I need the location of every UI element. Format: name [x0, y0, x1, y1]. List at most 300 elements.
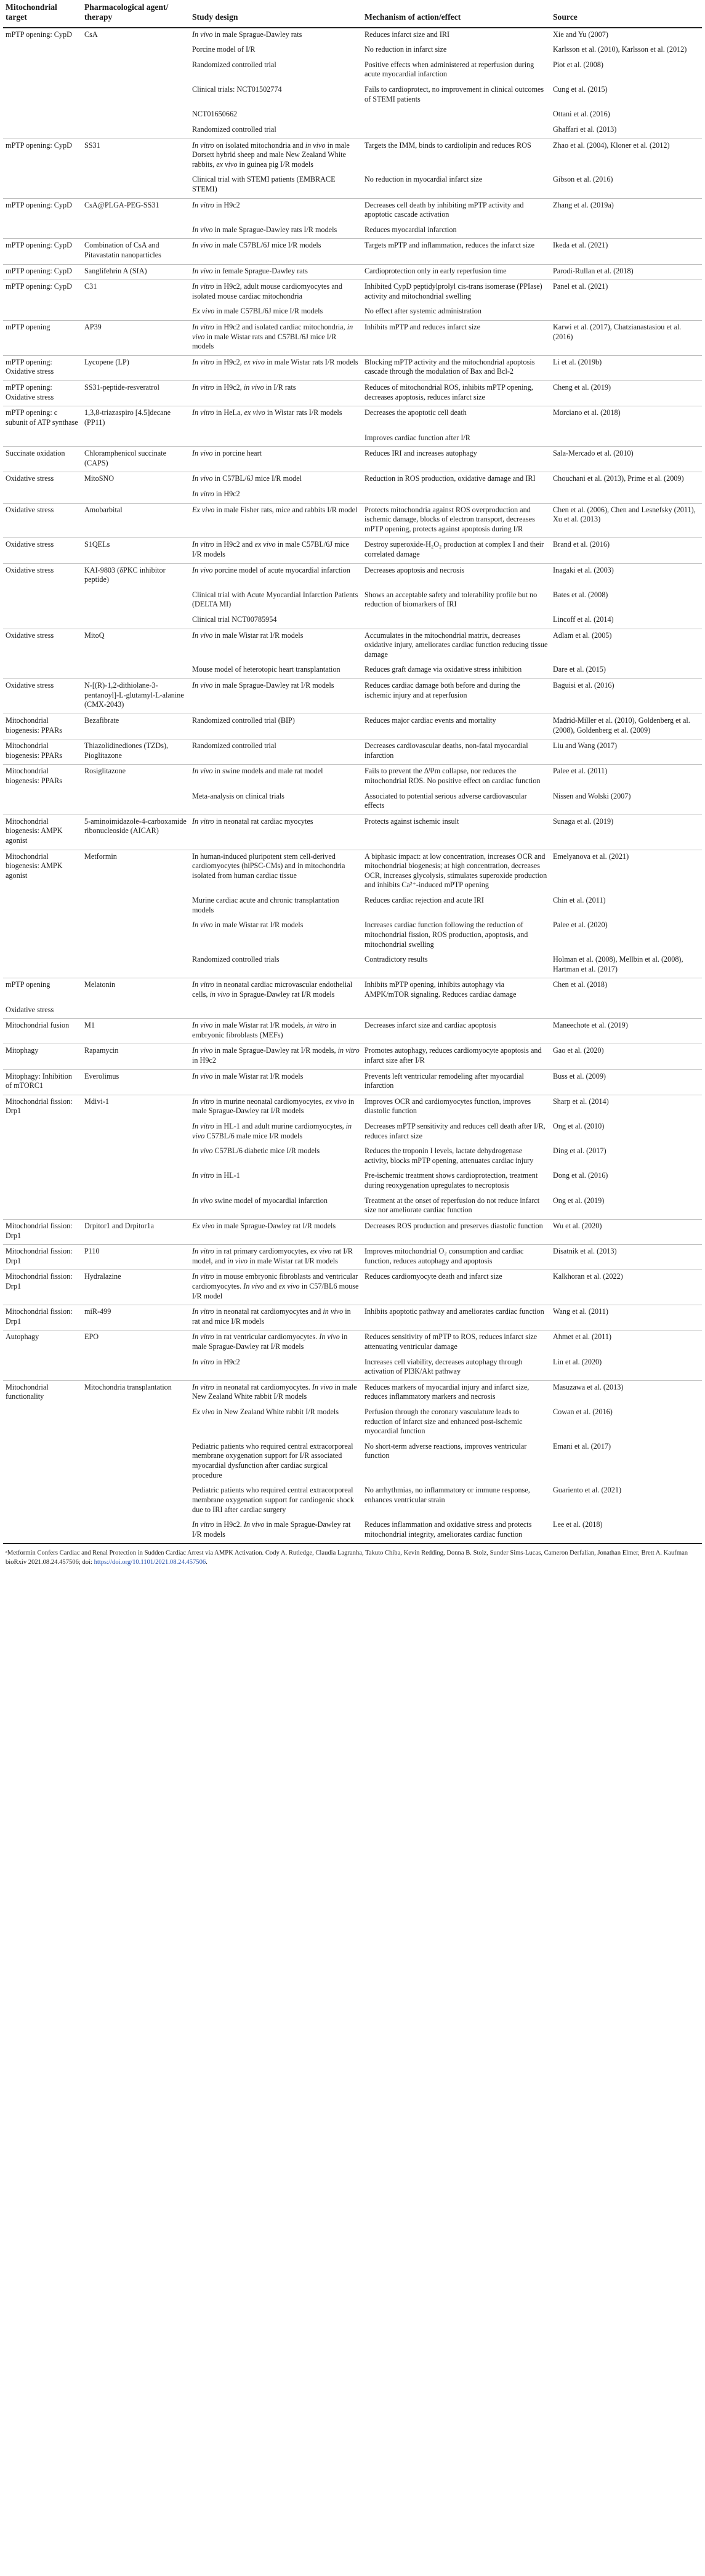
agent-cell: SS31: [82, 139, 190, 173]
table-row: [3, 28, 702, 44]
agent-cell: [82, 432, 190, 447]
target-cell: [3, 58, 82, 83]
header-design: Study design: [190, 0, 362, 28]
agent-cell: Combination of CsA and Pitavastatin nanoparticles: [82, 239, 190, 264]
agent-cell: S1QELs: [82, 538, 190, 563]
design-cell: In vitro in H9c2: [192, 1357, 240, 1366]
mechanism-cell: Fails to prevent the ΔΨm collapse, nor reduces the mitochondrial ROS. No positive effect on cardiac function: [362, 765, 550, 790]
source-cell: Maneechote et al. (2019): [550, 1019, 702, 1044]
table-row: [3, 1484, 702, 1518]
target-cell: [3, 894, 82, 919]
table-row: [3, 1019, 702, 1044]
table-row: [3, 765, 702, 790]
target-cell: [3, 790, 82, 815]
design-cell: In vitro in H9c2, adult mouse cardiomyocytes and isolated mouse cardiac mitochondria: [190, 280, 362, 305]
design-cell: Pediatric patients who required central extracorporeal membrane oxygenation support for I/R associated myocardial dysfunction after cardiac surgical procedure: [192, 1441, 353, 1479]
source-cell: Wang et al. (2011): [550, 1305, 702, 1330]
agent-cell: [82, 894, 190, 919]
target-cell: [3, 589, 82, 613]
agent-cell: [82, 58, 190, 83]
mechanism-cell: Reduces markers of myocardial injury and infarct size, reduces inflammatory markers and necrosis: [362, 1380, 550, 1406]
target-cell: [3, 108, 82, 123]
design-cell: Porcine model of I/R: [192, 45, 256, 54]
agent-cell: MitoQ: [82, 629, 190, 663]
table-row: [3, 139, 702, 173]
source-cell: Ahmet et al. (2011): [550, 1330, 702, 1356]
target-cell: mPTP opening: CypD: [6, 30, 72, 39]
target-cell: Mitochondrial biogenesis: PPARs: [3, 765, 82, 790]
table-row: [3, 239, 702, 264]
design-cell: In vitro in rat primary cardiomyocytes, ex vivo rat I/R model, and in vivo in male Wistar rat I/R models: [190, 1245, 362, 1270]
source-cell: Sharp et al. (2014): [550, 1095, 702, 1120]
design-cell: In vivo in male Wistar rat I/R models, in vitro in embryonic fibroblasts (MEFs): [190, 1019, 362, 1044]
table-row: [3, 714, 702, 739]
mechanism-cell: Reduces cardiac damage both before and during the ischemic injury and at reperfusion: [362, 679, 550, 714]
design-cell: In vivo in male Sprague-Dawley rats I/R models: [192, 225, 337, 234]
agent-cell: [82, 488, 190, 503]
target-cell: [3, 1194, 82, 1220]
mechanism-cell: Reduces major cardiac events and mortality: [362, 714, 550, 739]
design-cell: In vitro in murine neonatal cardiomyocytes, ex vivo in male Sprague-Dawley rat I/R models: [190, 1095, 362, 1120]
mechanism-cell: Perfusion through the coronary vasculature leads to reduction of infarct size and enhanced post-ischemic myocardial function: [365, 1407, 523, 1436]
design-cell: Mouse model of heterotopic heart transplantation: [192, 665, 340, 674]
source-cell: Dong et al. (2016): [553, 1171, 608, 1180]
mechanism-cell: Targets the IMM, binds to cardiolipin and reduces ROS: [362, 139, 550, 173]
design-cell: In vitro in neonatal rat cardiomyocytes and in vivo in rat and mice I/R models: [190, 1305, 362, 1330]
table-row: [3, 663, 702, 678]
table-row: [3, 1270, 702, 1305]
mechanism-cell: Contradictory results: [365, 955, 428, 964]
table-row: [3, 1440, 702, 1484]
source-cell: Karlsson et al. (2010), Karlsson et al. (2012): [553, 45, 687, 54]
mechanism-cell: [362, 123, 550, 139]
design-cell: In vitro in rat ventricular cardiomyocytes. In vivo in male Sprague-Dawley rat I/R models: [190, 1330, 362, 1356]
target-cell: [3, 663, 82, 678]
table-row: [3, 108, 702, 123]
source-cell: Brand et al. (2016): [550, 538, 702, 563]
source-cell: Palee et al. (2011): [550, 765, 702, 790]
table-row: [3, 488, 702, 503]
mechanism-cell: Inhibits mPTP and reduces infarct size: [362, 321, 550, 356]
mechanism-cell: Destroy superoxide-H₂O₂ production at complex I and their correlated damage: [362, 538, 550, 563]
source-cell: Chin et al. (2011): [553, 896, 606, 905]
table-row: [3, 432, 702, 447]
source-cell: Zhang et al. (2019a): [550, 198, 702, 223]
agent-cell: [82, 305, 190, 320]
source-cell: Ong et al. (2010): [553, 1122, 605, 1131]
table-row: [3, 850, 702, 894]
source-cell: [550, 432, 702, 447]
target-cell: Autophagy: [3, 1330, 82, 1356]
design-cell: In vitro in HL-1 and adult murine cardiomyocytes, in vivo C57BL/6 male mice I/R models: [192, 1122, 352, 1140]
target-cell: Mitochondrial biogenesis: AMPK agonist: [3, 850, 82, 894]
design-cell: NCT01650662: [192, 110, 238, 119]
source-cell: Ikeda et al. (2021): [550, 239, 702, 264]
mechanism-cell: Improves mitochondrial O₂ consumption and cardiac function, reduces autophagy and apoptosis: [362, 1245, 550, 1270]
table-row: [3, 953, 702, 978]
mechanism-cell: Decreases the apoptotic cell death: [362, 406, 550, 432]
source-cell: Panel et al. (2021): [550, 280, 702, 305]
agent-cell: [82, 223, 190, 239]
source-cell: Lincoff et al. (2014): [553, 615, 614, 624]
mechanism-cell: Increases cell viability, decreases autophagy through activation of PI3K/Akt pathway: [365, 1357, 523, 1376]
table-row: [3, 1069, 702, 1095]
source-cell: Adlam et al. (2005): [550, 629, 702, 663]
mechanism-cell: Reduces cardiac rejection and acute IRI: [365, 896, 484, 905]
design-cell: In vivo in male Wistar rat I/R models: [190, 629, 362, 663]
table-row: [3, 1305, 702, 1330]
target-cell: [3, 919, 82, 953]
source-cell: Guariento et al. (2021): [553, 1486, 622, 1495]
design-cell: In vitro in HeLa, ex vivo in Wistar rats I/R models: [190, 406, 362, 432]
agent-cell: Thiazolidinediones (TZDs), Pioglitazone: [82, 739, 190, 765]
table-row: [3, 1330, 702, 1356]
target-cell: mPTP opening: Oxidative stress: [3, 381, 82, 406]
design-cell: In vivo in male Sprague-Dawley rat I/R models: [190, 679, 362, 714]
design-cell: In vivo swine model of myocardial infarction: [192, 1196, 328, 1205]
agent-cell: CsA@PLGA-PEG-SS31: [82, 198, 190, 223]
mechanism-cell: Fails to cardioprotect, no improvement in clinical outcomes of STEMI patients: [365, 85, 544, 103]
target-cell: Mitochondrial fission: Drp1: [3, 1245, 82, 1270]
design-cell: Murine cardiac acute and chronic transplantation models: [192, 896, 339, 914]
mechanism-cell: Reduction in ROS production, oxidative damage and IRI: [362, 472, 550, 488]
agent-cell: [82, 663, 190, 678]
table-row: [3, 83, 702, 108]
agent-cell: [82, 1440, 190, 1484]
agent-cell: Drpitor1 and Drpitor1a: [82, 1219, 190, 1244]
table-row: [3, 472, 702, 488]
target-cell: mPTP opening: CypD: [3, 239, 82, 264]
design-cell: In vivo C57BL/6 diabetic mice I/R models: [192, 1146, 320, 1156]
source-cell: Emelyanova et al. (2021): [550, 850, 702, 894]
mechanism-cell: Reduces graft damage via oxidative stress inhibition: [365, 665, 522, 674]
mechanism-cell: Prevents left ventricular remodeling after myocardial infarction: [362, 1069, 550, 1095]
agent-cell: EPO: [82, 1330, 190, 1356]
design-cell: Ex vivo in male C57BL/6J mice I/R models: [192, 307, 323, 316]
source-cell: Ding et al. (2017): [553, 1146, 606, 1156]
table-row: [3, 58, 702, 83]
design-cell: Randomized controlled trial: [192, 60, 276, 69]
source-cell: Sala-Mercado et al. (2010): [550, 447, 702, 472]
agent-cell: [82, 953, 190, 978]
table-row: [3, 355, 702, 380]
target-cell: [3, 123, 82, 139]
design-cell: Randomized controlled trial: [190, 739, 362, 765]
agent-cell: Melatonin: [82, 978, 190, 1004]
design-cell: In vitro in mouse embryonic fibroblasts and ventricular cardiomyocytes. In vivo and ex vivo in C57/BL6 mouse I/R model: [190, 1270, 362, 1305]
mechanism-cell: Reduces cardiomyocyte death and infarct size: [362, 1270, 550, 1305]
target-cell: Mitochondrial functionality: [3, 1380, 82, 1406]
agent-cell: [82, 173, 190, 198]
mechanism-cell: Protects against ischemic insult: [362, 815, 550, 850]
header-source: Source: [550, 0, 702, 28]
table-row: [3, 305, 702, 320]
mechanism-cell: No short-term adverse reactions, improves ventricular function: [365, 1441, 527, 1460]
agent-cell: [82, 123, 190, 139]
table-row: [3, 223, 702, 239]
source-cell: Chen et al. (2018): [550, 978, 702, 1004]
mechanism-cell: Shows an acceptable safety and tolerability profile but no reduction of biomarkers of IRI: [365, 590, 538, 609]
mechanism-cell: Reduces myocardial infarction: [365, 225, 457, 234]
target-cell: mPTP opening: c subunit of ATP synthase: [3, 406, 82, 432]
source-cell: Karwi et al. (2017), Chatzianastasiou et al. (2016): [550, 321, 702, 356]
target-cell: Oxidative stress: [3, 563, 82, 589]
target-cell: [3, 173, 82, 198]
mechanism-cell: Decreases ROS production and preserves diastolic function: [362, 1219, 550, 1244]
table-header-row: [3, 0, 702, 28]
mechanism-cell: A biphasic impact: at low concentration, increases OCR and mitochondrial biogenesis; at high concentration, decreases OCR, increases glycolysis, stimulates superoxide production and inhibits Ca²⁺-induced mPTP opening: [362, 850, 550, 894]
source-cell: Bates et al. (2008): [553, 590, 608, 599]
table-row: [3, 978, 702, 1004]
table-row: [3, 790, 702, 815]
target-cell: mPTP opening: [3, 978, 82, 1004]
table-row: [3, 1145, 702, 1169]
agent-cell: [82, 1120, 190, 1145]
table-row: [3, 1219, 702, 1244]
source-cell: Madrid-Miller et al. (2010), Goldenberg et al. (2008), Goldenberg et al. (2009): [550, 714, 702, 739]
target-cell: [3, 1406, 82, 1440]
table-row: [3, 1095, 702, 1120]
design-cell: Meta-analysis on clinical trials: [192, 791, 284, 800]
mechanism-cell: Protects mitochondria against ROS overproduction and ischemic damage, blocks of electron transport, decreases mPTP opening, protects against apoptosis during I/R: [362, 503, 550, 538]
agent-cell: CsA: [84, 30, 98, 39]
target-cell: [3, 613, 82, 629]
design-cell: Clinical trial with STEMI patients (EMBRACE STEMI): [192, 175, 336, 193]
target-cell: [3, 1356, 82, 1381]
design-cell: In vitro in H9c2 and isolated cardiac mitochondria, in vivo in male Wistar rats and C57BL/6J mice I/R models: [190, 321, 362, 356]
target-cell: [3, 223, 82, 239]
table-row: [3, 1356, 702, 1381]
target-cell: Mitochondrial fusion: [3, 1019, 82, 1044]
design-cell: In vitro on isolated mitochondria and in vivo in male Dorsett hybrid sheep and male New Zealand White rabbits, ex vivo in guinea pig I/R models: [190, 139, 362, 173]
agent-cell: [82, 43, 190, 58]
design-cell: In vivo in porcine heart: [190, 447, 362, 472]
table-row: [3, 1004, 702, 1019]
mechanism-cell: Inhibits apoptotic pathway and ameliorates cardiac function: [362, 1305, 550, 1330]
table-row: [3, 894, 702, 919]
design-cell: In vitro in H9c2 and ex vivo in male C57BL/6J mice I/R models: [190, 538, 362, 563]
mechanism-cell: Promotes autophagy, reduces cardiomyocyte apoptosis and infarct size after I/R: [362, 1044, 550, 1069]
target-cell: Oxidative stress: [3, 503, 82, 538]
target-cell: Mitochondrial fission: Drp1: [3, 1095, 82, 1120]
mechanism-cell: Cardioprotection only in early reperfusion time: [362, 264, 550, 280]
source-cell: Morciano et al. (2018): [550, 406, 702, 432]
therapy-table: [3, 0, 702, 1544]
mechanism-cell: Reduces sensitivity of mPTP to ROS, reduces infarct size attenuating ventricular damage: [362, 1330, 550, 1356]
table-row: [3, 1518, 702, 1544]
source-cell: Cowan et al. (2016): [553, 1407, 613, 1417]
agent-cell: [82, 1194, 190, 1220]
mechanism-cell: [362, 1004, 550, 1019]
mechanism-cell: Improves cardiac function after I/R: [365, 433, 470, 442]
design-cell: In vitro in neonatal rat cardiac myocytes: [190, 815, 362, 850]
agent-cell: [82, 589, 190, 613]
agent-cell: [82, 790, 190, 815]
agent-cell: miR-499: [82, 1305, 190, 1330]
agent-cell: [82, 1169, 190, 1194]
table-footnote: [3, 1549, 702, 1567]
mechanism-cell: No reduction in myocardial infarct size: [365, 175, 483, 184]
table-row: [3, 815, 702, 850]
design-cell: In vitro in H9c2, ex vivo in male Wistar rats I/R models: [190, 355, 362, 380]
source-cell: Gibson et al. (2016): [553, 175, 613, 184]
agent-cell: Sanglifehrin A (SfA): [82, 264, 190, 280]
agent-cell: [82, 919, 190, 953]
table-row: [3, 123, 702, 139]
mechanism-cell: Accumulates in the mitochondrial matrix, decreases oxidative injury, ameliorates cardiac function reducing tissue damage: [362, 629, 550, 663]
target-cell: [3, 1120, 82, 1145]
target-cell: Oxidative stress: [6, 1005, 54, 1014]
target-cell: Oxidative stress: [3, 679, 82, 714]
source-cell: Ong et al. (2019): [553, 1196, 605, 1205]
agent-cell: Lycopene (LP): [82, 355, 190, 380]
source-cell: Chen et al. (2006), Chen and Lesnefsky (2011), Xu et al. (2013): [550, 503, 702, 538]
target-cell: [3, 1169, 82, 1194]
table-row: [3, 1044, 702, 1069]
design-cell: In vitro in H9c2: [190, 198, 362, 223]
agent-cell: Chloramphenicol succinate (CAPS): [82, 447, 190, 472]
mechanism-cell: [362, 613, 550, 629]
design-cell: Clinical trials: NCT01502774: [192, 85, 282, 94]
footnote-text: ᵃMetformin Confers Cardiac and Renal Protection in Sudden Cardiac Arrest via AMPK Activation. Cody A. Rutledge, Claudia Lagranha, Takuto Chiba, Kevin Redding, Donna B. Stolz, Sunder Sims-Lucas, Cameron Derfalian, Jonathan Elmer, Brett A. Kaufman bioRxiv 2021.08.24.457506; doi:: [6, 1550, 688, 1566]
agent-cell: Amobarbital: [82, 503, 190, 538]
source-cell: Kalkhoran et al. (2022): [550, 1270, 702, 1305]
table-row: [3, 264, 702, 280]
design-cell: [190, 432, 362, 447]
target-cell: Mitochondrial biogenesis: AMPK agonist: [3, 815, 82, 850]
source-cell: Inagaki et al. (2003): [550, 563, 702, 589]
mechanism-cell: No reduction in infarct size: [365, 45, 447, 54]
design-cell: In vivo in male C57BL/6J mice I/R models: [190, 239, 362, 264]
source-cell: Cheng et al. (2019): [550, 381, 702, 406]
source-cell: Zhao et al. (2004), Kloner et al. (2012): [550, 139, 702, 173]
target-cell: [3, 488, 82, 503]
table-row: [3, 1169, 702, 1194]
table-row: [3, 1406, 702, 1440]
agent-cell: KAI-9803 (δPKC inhibitor peptide): [82, 563, 190, 589]
mechanism-cell: [362, 108, 550, 123]
source-cell: Xie and Yu (2007): [553, 30, 608, 39]
mechanism-cell: Decreases infarct size and cardiac apoptosis: [362, 1019, 550, 1044]
target-cell: Mitophagy: Inhibition of mTORC1: [3, 1069, 82, 1095]
agent-cell: [82, 1145, 190, 1169]
target-cell: [3, 1518, 82, 1544]
agent-cell: 5-aminoimidazole-4-carboxamide ribonucleoside (AICAR): [82, 815, 190, 850]
design-cell: Ex vivo in male Fisher rats, mice and rabbits I/R model: [190, 503, 362, 538]
target-cell: Mitochondrial fission: Drp1: [3, 1219, 82, 1244]
target-cell: [3, 1440, 82, 1484]
mechanism-cell: Decreases cardiovascular deaths, non-fatal myocardial infarction: [362, 739, 550, 765]
table-row: [3, 538, 702, 563]
target-cell: [3, 1145, 82, 1169]
agent-cell: Bezafibrate: [82, 714, 190, 739]
source-cell: Piot et al. (2008): [553, 60, 603, 69]
design-cell: In vivo in C57BL/6J mice I/R model: [190, 472, 362, 488]
mechanism-cell: Decreases apoptosis and necrosis: [362, 563, 550, 589]
design-cell: Pediatric patients who required central extracorporeal membrane oxygenation support for cardiogenic shock due to IRI after cardiac surgery: [192, 1486, 354, 1514]
design-cell: Ex vivo in male Sprague-Dawley rat I/R models: [190, 1219, 362, 1244]
table-row: [3, 321, 702, 356]
target-cell: Oxidative stress: [3, 538, 82, 563]
agent-cell: M1: [82, 1019, 190, 1044]
source-cell: Disatnik et al. (2013): [550, 1245, 702, 1270]
agent-cell: [82, 83, 190, 108]
table-row: [3, 406, 702, 432]
table-row: [3, 1380, 702, 1406]
design-cell: In vitro in H9c2. In vivo in male Sprague-Dawley rat I/R models: [190, 1518, 362, 1544]
mechanism-cell: Associated to potential serious adverse cardiovascular effects: [365, 791, 527, 810]
source-cell: Cung et al. (2015): [553, 85, 608, 94]
mechanism-cell: Increases cardiac function following the reduction of mitochondrial fission, ROS production, apoptosis, and mitochondrial swelling: [365, 920, 528, 949]
agent-cell: MitoSNO: [82, 472, 190, 488]
agent-cell: [82, 1004, 190, 1019]
design-cell: In vivo porcine model of acute myocardial infarction: [190, 563, 362, 589]
target-cell: mPTP opening: CypD: [3, 198, 82, 223]
table-row: [3, 503, 702, 538]
mechanism-cell: No arrhythmias, no inflammatory or immune response, enhances ventricular strain: [365, 1486, 530, 1504]
source-cell: Ghaffari et al. (2013): [553, 124, 617, 134]
design-cell: In vivo in female Sprague-Dawley rats: [190, 264, 362, 280]
source-cell: Nissen and Wolski (2007): [553, 791, 631, 800]
mechanism-cell: Reduces inflammation and oxidative stress and protects mitochondrial integrity, ameliorates cardiac function: [362, 1518, 550, 1544]
design-cell: Randomized controlled trial: [192, 124, 276, 134]
design-cell: [190, 1004, 362, 1019]
agent-cell: Mitochondria transplantation: [82, 1380, 190, 1406]
target-cell: mPTP opening: CypD: [3, 139, 82, 173]
agent-cell: Mdivi-1: [82, 1095, 190, 1120]
header-agent: Pharmacological agent/ therapy: [82, 0, 190, 28]
table-row: [3, 280, 702, 305]
mechanism-cell: Reduces IRI and increases autophagy: [362, 447, 550, 472]
target-cell: Oxidative stress: [3, 629, 82, 663]
table-row: [3, 1245, 702, 1270]
source-cell: Parodi-Rullan et al. (2018): [550, 264, 702, 280]
design-cell: In vivo in male Wistar rat I/R models: [192, 920, 304, 930]
target-cell: [3, 83, 82, 108]
target-cell: [3, 43, 82, 58]
source-cell: Gao et al. (2020): [550, 1044, 702, 1069]
agent-cell: Hydralazine: [82, 1270, 190, 1305]
source-cell: [550, 305, 702, 320]
table-row: [3, 1194, 702, 1220]
mechanism-cell: Inhibits mPTP opening, inhibits autophagy via AMPK/mTOR signaling. Reduces cardiac damage: [362, 978, 550, 1004]
header-target: Mitochondrial target: [3, 0, 82, 28]
agent-cell: SS31-peptide-resveratrol: [82, 381, 190, 406]
source-cell: Wu et al. (2020): [550, 1219, 702, 1244]
agent-cell: [82, 1406, 190, 1440]
mechanism-cell: Decreases cell death by inhibiting mPTP activity and apoptotic cascade activation: [362, 198, 550, 223]
mechanism-cell: Inhibited CypD peptidylprolyl cis-trans isomerase (PPIase) activity and mitochondrial swelling: [362, 280, 550, 305]
table-row: [3, 198, 702, 223]
agent-cell: N-[(R)-1,2-dithiolane-3-pentanoyl]-L-glutamyl-L-alanine (CMX-2043): [82, 679, 190, 714]
design-cell: In human-induced pluripotent stem cell-derived cardiomyocytes (hiPSC-CMs) and in mitochondria isolated from human cardiac tissue: [190, 850, 362, 894]
source-cell: Palee et al. (2020): [553, 920, 608, 930]
target-cell: Mitochondrial biogenesis: PPARs: [3, 739, 82, 765]
source-cell: Lee et al. (2018): [550, 1518, 702, 1544]
target-cell: mPTP opening: CypD: [3, 264, 82, 280]
header-mechanism: Mechanism of action/effect: [362, 0, 550, 28]
source-cell: [550, 1004, 702, 1019]
mechanism-cell: Reduces infarct size and IRI: [365, 30, 450, 39]
agent-cell: Everolimus: [82, 1069, 190, 1095]
footnote-doi-link[interactable]: https://doi.org/10.1101/2021.08.24.457506: [94, 1558, 206, 1566]
mechanism-cell: Targets mPTP and inflammation, reduces the infarct size: [362, 239, 550, 264]
target-cell: mPTP opening: Oxidative stress: [3, 355, 82, 380]
footnote-end: .: [206, 1558, 207, 1566]
mechanism-cell: Pre-ischemic treatment shows cardioprotection, treatment during reoxygenation upregulates to necroptosis: [365, 1171, 538, 1190]
design-cell: Randomized controlled trials: [192, 955, 280, 964]
design-cell: In vitro in neonatal cardiac microvascular endothelial cells, in vivo in Sprague-Dawley rat I/R models: [190, 978, 362, 1004]
